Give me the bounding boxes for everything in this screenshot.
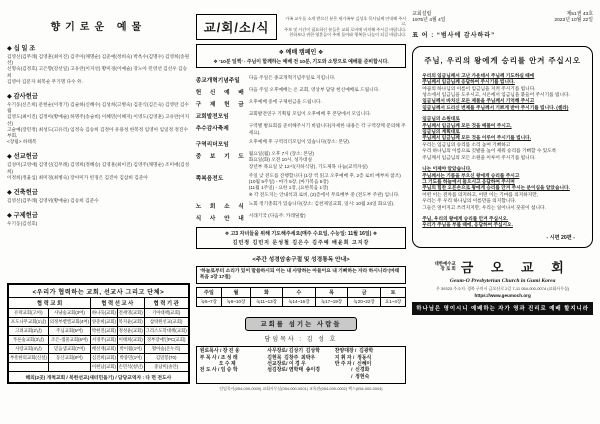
reading-cell: 눅5~7장	[196, 298, 221, 307]
coop-header-missionaries: 협 력 선 교 사	[91, 298, 145, 309]
coop-cell: 박이월(1여)	[117, 345, 144, 354]
staff-line: 원로목사 / 장 진 웅	[199, 349, 240, 355]
staff-line: / 신경화	[334, 368, 370, 374]
coop-cell: 박중민(1여)	[117, 354, 144, 363]
established-label: 교회설립	[412, 12, 432, 17]
staff-line: 부 목 사 / 조 성 래	[199, 355, 238, 361]
coop-cell: 사랑교회(4남)	[9, 345, 49, 354]
coop-cell: 믿음샘교회(7여)	[48, 345, 90, 354]
psalm-line: 우리 하나님의 이름으로 깃발을 높이 세워 승리를 기뻐할 수 있도록	[422, 148, 557, 154]
psalm-line: 우리의 임금님께서 고난 가운데서 주님께 기도하실 때에	[422, 72, 535, 78]
issue-info	[554, 12, 593, 25]
church-identity	[412, 257, 593, 315]
table-row	[9, 318, 189, 327]
news-item	[196, 87, 407, 96]
day-header: 주일	[196, 288, 221, 298]
offering-names: 우기동(김성호)	[7, 221, 38, 227]
senior-pastor: 담임목사 : 김 성 호	[264, 337, 338, 344]
coop-header-churches: 협 력 교 회	[9, 298, 91, 309]
coop-cell	[9, 363, 49, 372]
coop-cell: 전세영(교회)	[117, 309, 144, 318]
coop-cell: 활아숲(온누리)	[144, 345, 188, 354]
coop-cell: 고려교회(2남)	[9, 327, 49, 336]
psalm-line: 우리는 주 우리 하나님의 이름만을 의지합니다.	[422, 198, 517, 204]
offering-names: 고슬예(장민정) 최성도(고유리) 임정숙 김승희 김정아 유용성 한복정 임영아 임일정 정진수 부회,	[7, 126, 188, 139]
offering-names: 김영도(최이진) 김정아(황예슬) 하명주(송슬비) 이혜민(이혜지) 이영도(김영훈) 고유란(이지선)	[7, 114, 190, 126]
news-line: 시래기국 (다음주: 카레덮밥)	[248, 213, 306, 219]
day-header: 금	[348, 288, 381, 298]
psalm-line: 우리는 임금님의 승리를 소리 높여 기뻐하고	[422, 141, 511, 147]
coop-cell: 박현진(교회)	[91, 327, 118, 336]
section-title: ◆ 건축헌금	[7, 189, 38, 197]
table-row	[9, 336, 189, 345]
psalm-line: 주님께서 임금님의 모든 소원을 이루어 주시기를 빕니다.	[422, 154, 536, 160]
staff-line: 반 주 자 / 신혜이	[334, 361, 372, 367]
coop-cell	[48, 363, 90, 372]
offering-names: 김영신(김무례) 김영위(황예슬) 김승희 김준수	[7, 198, 99, 204]
offering-section-building	[7, 181, 190, 204]
offering-names: 신형숙(김정호) 고은향(강선일) 고유란(이지선) 황미경(이예슬) 강노아 민영선 김선우 김승희	[7, 66, 188, 78]
front-column	[412, 6, 593, 418]
offering-section-tithe	[7, 37, 190, 85]
church-news-masthead: 교/회/소/식	[196, 14, 278, 40]
news-item	[196, 201, 407, 210]
news-line: 교회발전연구 기획팀 모임이 오후예배 후 본당에서 모입니다.	[248, 111, 372, 117]
day-header: 토	[380, 288, 405, 298]
table-row	[196, 288, 406, 298]
news-item	[196, 173, 407, 198]
psalm-line: 주님께서 임금님께 모든 것을 이루어 주시기를 빕니다.	[422, 135, 532, 141]
coop-cell: 정성윤(교회)	[117, 327, 144, 336]
staff-line: / 정현숙	[334, 374, 370, 380]
news-line: 화요일(화) 오전 10시, 성가대실	[248, 157, 313, 163]
coop-cell: 이태희(교회)	[117, 336, 144, 345]
news-label: 쪽복음전도	[195, 176, 224, 183]
coop-header-organizations: 협 력 기 관	[144, 298, 188, 309]
staff-table	[196, 346, 407, 384]
psalm-line: 주님께서는 기름을 부으신 왕에게 승리를 주시고	[422, 172, 520, 178]
campaign-slogan: ❖ ‘10분 일찍’ - 주님이 함께하는 예배 전 10분, 기도와 소망으로 예배를 준비합시다.	[213, 59, 389, 65]
news-label: 중 보 기 도	[195, 154, 244, 161]
section-title: ◆ 선교헌금	[7, 153, 38, 161]
cooperation-title: <우리가 협력하는 교회, 선교사 그리고 단체>	[9, 285, 189, 298]
section-title: ◆ 십 일 조	[7, 45, 36, 52]
coop-cell: 손민석(청년)	[117, 363, 144, 372]
coop-cell: 사냥숲교회(3여)	[48, 309, 90, 318]
exam-prayer-title: ❖ 고3 자녀들을 위해 기도해주세요(매주 수요일, 수능일: 11월 16일) ❖	[224, 231, 378, 238]
staff-line: 김현목 김창주 최박우	[267, 355, 316, 361]
serving-people-header: 교회를 섬기는 사람들	[245, 317, 356, 331]
reading-cell: 눅11~13장	[250, 298, 282, 307]
issue-date: 2023년 10월 22일	[554, 18, 593, 24]
coop-cell: 양준희(교회)	[91, 318, 118, 327]
offerings-title: 향기로운 예물	[50, 22, 147, 33]
denomination	[434, 261, 455, 271]
exam-prayer-box	[196, 227, 407, 249]
news-item	[196, 123, 407, 135]
reading-cell: 눅17~19장	[315, 298, 348, 307]
news-item	[196, 99, 407, 108]
scripture-heading: <주간 성경암송구절 및 성경통독 안내>	[252, 256, 350, 263]
coop-cell: 삼락원선교(교회)	[144, 318, 188, 327]
news-item	[196, 151, 407, 170]
offering-names: 이정희(정율심) 최미경(최병숙) 장아미가 빈경은 김진아 김삼희 김준아	[7, 174, 148, 180]
campaign-title: ❖ 예배 캠페인 ❖	[278, 50, 324, 56]
denomination-line: 장 로 회	[440, 266, 456, 272]
offering-section-mission	[7, 145, 190, 181]
day-header: 수	[283, 288, 316, 298]
news-label: 식 사 안 내	[195, 216, 244, 223]
news-line: 월요일(월) 오후 7시 (장소: 본당)	[248, 151, 314, 157]
coop-cell: 이현남(교회)	[91, 363, 118, 372]
psalm-line: 그들은 엎어지고 쓰러지지만, 우리는 일어나서 꿋꿋이 섭니다.	[422, 204, 546, 210]
church-address: 우 39323 주소지: 경북 구미시 금오산로 2길 7-11 054-000-0074 (교회사무실)	[436, 285, 570, 291]
psalm-line: 임금님의 소원대로	[422, 116, 460, 122]
staff-line: 찬양대장 / 김광학	[334, 349, 374, 355]
psalm-line: 주님께서 임금님께 모든 것을 베풀어 주시고,	[422, 122, 512, 128]
coop-footer: 해외(2곳) 개척교회 / 북한선교(새터민돕기) / 담당교역자 : 다 면 전도사	[9, 372, 189, 383]
table-row	[9, 354, 189, 363]
church-name: 금 오 교 회	[460, 259, 571, 275]
notice-line: 가족 교우를 소개 받으신 분은 새가족부 김성호 목사님께 안내해 주시고,	[285, 16, 407, 27]
established-date: 1975년 4월 4일	[412, 18, 446, 24]
psalm-line: 임금님의 계획대로	[422, 129, 460, 135]
coop-cell: 중남미(솔안)	[144, 363, 188, 372]
reading-plan-table	[196, 287, 407, 307]
reading-cell: 눅14~16장	[283, 298, 316, 307]
news-label: 구 제 헌 금	[195, 102, 244, 109]
denomination-line: 대한예수교	[434, 261, 456, 267]
news-line: 오후예배 후 구역리더모임이 있습니다(장소: 본당).	[248, 139, 351, 145]
staff-line: 선교장로/ 이 경 우	[267, 361, 306, 367]
news-line: 구역별 발표회를 준비해주시기 바랍니다(자세한 내용은 각 구역장께 문의해 주세요).	[248, 123, 406, 135]
offerings-column	[7, 6, 190, 418]
day-header: 목	[315, 288, 348, 298]
psalm-line: 임금님께서 드리신 번제를 주님께서 기쁘게 받아 주시기를 빕니다. (셀라)	[422, 104, 569, 110]
coop-cell: 서경주(교회)	[91, 336, 118, 345]
staff-line: 전 도 사 / 임 승 학	[199, 368, 238, 374]
day-header: 월	[222, 288, 251, 298]
church-motto: 표 어 : “범사에 감사하라”	[412, 32, 496, 39]
notice-block	[283, 14, 406, 38]
offering-section-relief	[7, 204, 190, 227]
coop-cell: 김말봉(70)	[144, 354, 188, 363]
news-line: ※ 각 전도지는 안내석과 로비, (2)층에서 무료배부 중 (전도부 주관) 입니다.	[248, 191, 400, 197]
coop-cell: 복지윤(교회)	[117, 318, 144, 327]
notice-line: 천하보다 귀한 영혼들이 주께 돌아와 행복한 나눔이 되길 바랍니다.	[289, 32, 407, 38]
news-item	[196, 213, 407, 222]
table-row	[9, 363, 189, 372]
psalm-line: 우리가 주님을 부를 때에, 응답하여 주십시오.	[422, 222, 513, 228]
news-label: 추수감사축제	[195, 126, 229, 133]
table-row	[9, 327, 189, 336]
staff-column-music	[335, 349, 403, 381]
coop-cell: 조은-샘물교회(6여)	[48, 336, 90, 345]
psalm-line: 주님, 우리의 왕에게 승리를 안겨 주십시오.	[422, 215, 509, 221]
news-label: 종교개혁기념주일	[195, 77, 240, 84]
psalm-title: 주님, 우리의 왕에게 승리를 안겨 주십시오	[424, 55, 581, 65]
psalm-line: 나는 이제야 알았습니다.	[422, 166, 472, 172]
reading-cell: 눅8~10장	[222, 298, 251, 307]
staff-line: 오 수 제	[199, 361, 236, 367]
coop-cell: 주님교회(5여)	[48, 327, 90, 336]
church-website-link[interactable]: https://www.geumoch.org	[474, 292, 531, 298]
cooperation-table	[7, 283, 190, 384]
psalm-line: 성소에서 임금님을 도우시고, 시온에서 임금님을 붙들어 주시기를 빕니다.	[422, 92, 570, 98]
exam-prayer-names: 김민정 김민지 문성철 김은수 김주예 배윤희 고지강	[232, 239, 370, 246]
news-line: (10월 5주일) - 마가 5장, (마가복음 5장)	[248, 179, 329, 185]
table-row	[9, 309, 189, 318]
section-title: ◆ 구제헌금	[7, 212, 38, 220]
table-row	[9, 345, 189, 354]
scripture-banner: 하나님은 영이시니 예배하는 자가 영과 진리로 예배 할지니라	[412, 302, 593, 315]
staff-line: 지 휘 자 / 정동식	[334, 355, 372, 361]
news-line: 오후예배 중에 구제헌금을 드립니다.	[248, 99, 322, 105]
news-column	[196, 6, 407, 418]
offering-section-thanks	[7, 85, 190, 145]
news-line: 노회 정기총회가 있습니다(장소: 김천제일교회, 일시: 10월 24일 화요일).	[248, 201, 395, 207]
staff-column-pastors	[200, 349, 268, 381]
offering-names: <장립> 하태복	[7, 139, 37, 145]
news-line: 다음 주일은 종교개혁기념주일로 지킵니다.	[248, 74, 336, 80]
section-title: ◆ 감사헌금	[7, 93, 38, 101]
offering-names: 김영아 김문자 최복순 무기명 다수 外.	[7, 78, 83, 84]
news-line: 주일 낮 전도를 진행합니다 (1장 씩 읽고 오후예배 후, 2층 로비 배부처 참조)	[248, 173, 401, 179]
offering-names: 우기동(신은희) 문헌순(이정기) 김슬하(신혜수) 김성희(고병숙) 김준식(김은숙) 김영란 김수월	[7, 102, 189, 114]
psalm-line: 주님의 힘찬 오른손으로 왕에게 승리를 안겨 주시는 분이심을 알았습니다.	[422, 185, 570, 191]
news-label: 교회발전모임	[195, 114, 229, 121]
staff-column-elders	[267, 349, 335, 381]
established-info	[412, 12, 445, 25]
coop-cell: 기아대책(교회)	[144, 309, 188, 318]
news-item	[196, 111, 407, 120]
psalm-line: 어떤 이는 전차를 의지하고, 어떤 이는 기마를 의지하지만,	[422, 191, 539, 197]
psalm-line: 야곱의 하나님의 이름이 임금님을 지켜 주시기를 빕니다.	[422, 85, 536, 91]
reading-cell: 눅20~22장	[348, 298, 381, 307]
day-header: 화	[250, 288, 282, 298]
coop-cell: 포도나무교회(1남)	[9, 318, 49, 327]
news-list	[196, 72, 407, 223]
issue-number: 제51권 43호	[566, 12, 593, 17]
memory-verse-box: ‘하늘로부터 소리가 있어 말씀하시되 이는 내 사랑하는 아들이요 내 기뻐하는 자라 하시니라’(마태복음 3장 17절)	[196, 266, 407, 284]
psalm-source: - 시편 20편 -	[546, 234, 575, 241]
offering-names: 김영신(김무례) 김영훈(최이진) 김주아(채명순) 김준애(정희숙) 박옥수(김명수) 김영희(송원선)	[7, 54, 190, 66]
coop-cell: 의정부벧엘교회(4여)	[48, 318, 90, 327]
psalm-line: 임금님께서 바치신 모든 제물을 주님께서 기억해 주시고	[422, 98, 535, 104]
psalm-reading-box	[412, 46, 593, 248]
table-row	[196, 298, 406, 307]
coop-cell: 심진희(교회)	[91, 354, 118, 363]
news-label: 구역리더모임	[195, 142, 229, 149]
news-item	[196, 139, 407, 148]
coop-cell: 하나욱(교회)	[91, 309, 118, 318]
psalm-line: 그 기도를 하늘에서 들으시고 응답하여 주시며	[422, 178, 515, 184]
news-line: (11월 1주일) - 요한 1장, (요한복음 1장)	[248, 185, 329, 191]
coop-cell: 푸른숲교회(3남)	[9, 336, 49, 345]
reading-cell: 요1~4장	[380, 298, 405, 307]
worship-campaign-box	[196, 44, 407, 68]
issue-header	[412, 12, 593, 25]
psalm-line: 주님께서 임금님께 응답하여 주시기를 빕니다.	[422, 79, 515, 85]
coop-cell: 그리스도학대책(교회)	[144, 327, 188, 336]
coop-cell: 경부장애인PC(교회)	[144, 336, 188, 345]
staff-contact-footer: 담임목사(054-000-0000) 교회사무실(054-000-0001) 교육관(054-000-0002) 팩스(054-000-0004)	[219, 386, 383, 392]
staff-line: 사무장로/ 김상기 김상학	[267, 349, 320, 355]
coop-cell: 유락교회(고아)	[9, 309, 49, 318]
coop-cell: 배선재(교회)	[91, 345, 118, 354]
news-label: 노 회 소 식	[195, 204, 244, 211]
coop-cell: 부흥한의교회(신설)	[9, 354, 49, 363]
news-line: 다음 주일 오후예배는 온 교회, 영상부 담당 헌신예배로 드립니다.	[248, 86, 380, 92]
news-item	[196, 75, 407, 84]
coop-cell: 동산교회(8여)	[48, 354, 90, 363]
offering-names: 김성미(고영애) 김영신(김무례) 김영희(정혜승) 김영훈(최이진) 김영주(채명순) 조미애(김성희)	[7, 162, 190, 174]
news-line: 장년부 목요일 낮 12시(지하식당), 기도제목 나눔(교역자실)	[248, 163, 368, 169]
news-label: 헌 신 예 배	[195, 89, 244, 96]
church-english-name: Geum-O Presbyterian Church in Gumi Korea	[449, 277, 556, 284]
staff-line: 섬김장로/ 염학태 송이경	[267, 368, 320, 374]
notice-line: 주보 및 시간이 필요하신 분들은 교회 로비에 비치해 주시길 바랍니다.	[284, 26, 407, 32]
